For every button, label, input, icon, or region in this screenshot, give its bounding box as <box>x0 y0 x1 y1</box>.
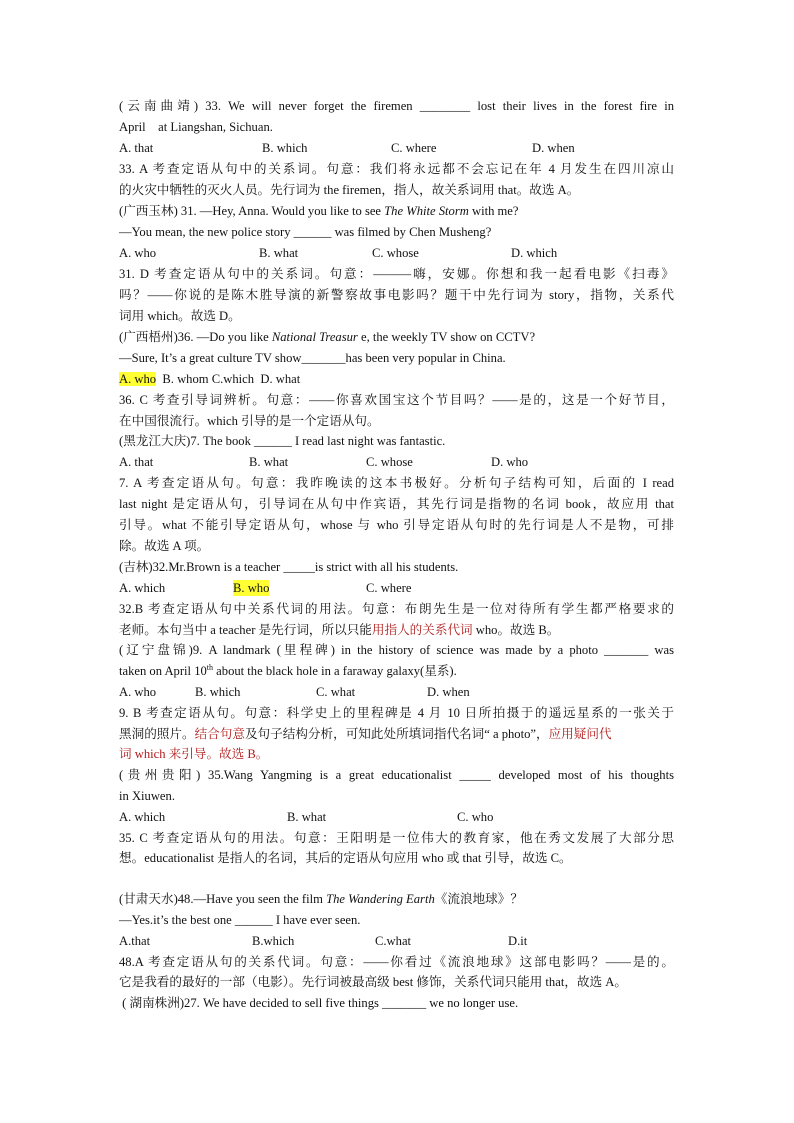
q32-answer-emphasis: 用指人的关系代词 <box>371 623 473 637</box>
q36-answer-line1: 36. C 考查引导词辨析。句意：——你喜欢国宝这个节目吗？——是的，这是一个好节目， <box>119 393 674 407</box>
q33-stem-line1: (云南曲靖) 33. We will never forget the firemen ________ lost their lives in the forest fire in <box>119 99 674 113</box>
q9-option-b: B. which <box>195 685 241 699</box>
q48-option-c: C.what <box>375 934 412 948</box>
q31-stem-text: (广西玉林) 31. —Hey, Anna. Would you like to see <box>119 204 385 218</box>
q7-answer-line1: 7. A 考查定语从句。句意：我昨晚读的这本书极好。分析句子结构可知，后面的 I read <box>119 476 674 490</box>
q35-option-c: C. who <box>457 810 494 824</box>
q33-answer-line1: 33. A 考查定语从句中的关系词。句意：我们将永远都不会忘记在年 4 月发生在四川凉山 <box>119 162 674 176</box>
q9-answer-line1: 9. B 考查定语从句。句意：科学史上的里程碑是 4 月 10 日所拍摄于的遥远星系的一张关于 <box>119 706 674 720</box>
q32-option-b-highlighted: B. who <box>233 581 270 595</box>
q7-option-c: C. whose <box>366 455 413 469</box>
q32-option-a: A. which <box>119 581 166 595</box>
q9-answer-emphasis-1: 结合句意 <box>194 727 245 741</box>
q9-superscript: th <box>206 662 214 672</box>
q9-option-c: C. what <box>316 685 356 699</box>
q33-option-b: B. which <box>262 141 308 155</box>
q36-option-a-highlighted: A. who <box>119 372 157 386</box>
q9-answer-middle: 及句子结构分析，可知此处所填词指代名词“ a photo”， <box>244 727 549 741</box>
q9-stem-line2 <box>119 663 457 679</box>
q7-answer-line3: 引导。what 不能引导定语从句，whose 与 who 引导定语从句时的先行词是人不是物，可排 <box>119 518 674 532</box>
q33-answer-line2: 的火灾中牺牲的灭火人员。先行词为 the firemen，指人，故关系词用 that。故选 A。 <box>119 183 580 197</box>
q32-answer-text: 老师。本句当中 a teacher 是先行词，所以只能 <box>119 623 372 637</box>
q9-stem-line1: (辽宁盘锦)9. A landmark (里程碑) in the history of science was made by a photo _______ was <box>119 643 674 657</box>
q36-stem-line2: —Sure, It’s a great culture TV show_______has been very popular in China. <box>119 351 506 365</box>
q48-answer-line2: 它是我看的最好的一部（电影）。先行词被最高级 best 修饰，关系代词只能用 that，故选 A。 <box>119 975 627 989</box>
q31-film-title: The White Storm <box>384 204 469 218</box>
q31-answer-line2: 吗？——你说的是陈木胜导演的新警察故事电影吗？题干中先行词为 story，指物，关系代 <box>119 288 674 302</box>
q36-options <box>119 371 300 387</box>
q31-option-d: D. which <box>511 246 558 260</box>
q32-option-c: C. where <box>366 581 412 595</box>
q7-answer-line2: last night 是定语从句，引导词在从句中作宾语，其先行词是指物的名词 book，故应用 that <box>119 497 674 511</box>
q32-answer-line1: 32.B 考查定语从句中关系代词的用法。句意：布朗先生是一位对待所有学生都严格要求的 <box>119 602 674 616</box>
q35-answer-line1: 35. C 考查定语从句的用法。句意：王阳明是一位伟大的教育家，他在秀文发展了大部分思 <box>119 831 674 845</box>
q9-option-a: A. who <box>119 685 157 699</box>
q48-option-a: A.that <box>119 934 151 948</box>
q36-stem-text: (广西梧州)36. —Do you like <box>119 330 272 344</box>
q7-option-b: B. what <box>249 455 289 469</box>
q7-option-d: D. who <box>491 455 529 469</box>
q31-stem-tail: with me? <box>468 204 519 218</box>
q31-stem-line2: —You mean, the new police story ______ was filmed by Chen Musheng? <box>119 225 492 239</box>
q32-answer-line2 <box>119 622 559 638</box>
q33-option-c: C. where <box>391 141 437 155</box>
q36-stem-line1 <box>119 329 535 345</box>
q48-film-title: The Wandering Earth <box>326 892 435 906</box>
q36-answer-line2: 在中国很流行。which 引导的是一个定语从句。 <box>119 414 380 428</box>
q35-stem-line2: in Xiuwen. <box>119 789 175 803</box>
q9-stem-tail: about the black hole in a faraway galaxy(星系). <box>213 664 457 678</box>
q48-answer-line1: 48.A 考查定语从句的关系代词。句意：——你看过《流浪地球》这部电影吗？——是的。 <box>119 955 674 969</box>
q35-stem-line1: (贵州贵阳) 35.Wang Yangming is a great educationalist _____ developed most of his thoughts <box>119 768 674 782</box>
q7-answer-line4: 除。故选 A 项。 <box>119 539 210 553</box>
q35-answer-line2: 想。educationalist 是指人的名词，其后的定语从句应用 who 或 that 引导，故选 C。 <box>119 851 572 865</box>
q31-option-a: A. who <box>119 246 157 260</box>
q9-stem-text: taken on April 10 <box>119 664 207 678</box>
q9-answer-line2 <box>119 726 612 742</box>
q33-option-a: A. that <box>119 141 154 155</box>
q35-option-a: A. which <box>119 810 166 824</box>
q35-option-b: B. what <box>287 810 327 824</box>
q32-answer-tail: who。故选 B。 <box>472 623 560 637</box>
q32-stem: (吉林)32.Mr.Brown is a teacher _____is strict with all his students. <box>119 560 459 574</box>
q48-option-b: B.which <box>252 934 295 948</box>
q33-stem-line2: April at Liangshan, Sichuan. <box>119 120 273 134</box>
q7-option-a: A. that <box>119 455 154 469</box>
q9-answer-emphasis-2: 应用疑问代 <box>548 727 612 741</box>
q48-stem-text: (甘肃天水)48.—Have you seen the film <box>119 892 327 906</box>
q48-stem-line1 <box>119 891 523 907</box>
q36-show-title: National Treasur <box>271 330 358 344</box>
q48-option-d: D.it <box>508 934 528 948</box>
q31-stem-line1 <box>119 203 519 219</box>
q36-options-rest: B. whom C.which D. what <box>156 372 301 386</box>
q9-answer-line3: 词 which 来引导。故选 B。 <box>119 747 269 761</box>
q9-answer-text: 黑洞的照片。 <box>119 727 195 741</box>
q36-stem-tail: e, the weekly TV show on CCTV? <box>357 330 536 344</box>
q27-stem: ( 湖南株洲)27. We have decided to sell five things _______ we no longer use. <box>119 996 519 1010</box>
q48-stem-line2: —Yes.it’s the best one ______ I have ever seen. <box>119 913 361 927</box>
q31-answer-line3: 词用 which。故选 D。 <box>119 309 241 323</box>
q33-option-d: D. when <box>532 141 575 155</box>
q7-stem: (黑龙江大庆)7. The book ______ I read last night was fantastic. <box>119 434 446 448</box>
q48-stem-tail: 《流浪地球》？ <box>434 892 523 906</box>
q31-option-b: B. what <box>259 246 299 260</box>
q9-option-d: D. when <box>427 685 470 699</box>
q31-answer-line1: 31. D 考查定语从句中的关系词。句意：———嗨，安娜。你想和我一起看电影《扫毒》 <box>119 267 674 281</box>
q31-option-c: C. whose <box>372 246 419 260</box>
